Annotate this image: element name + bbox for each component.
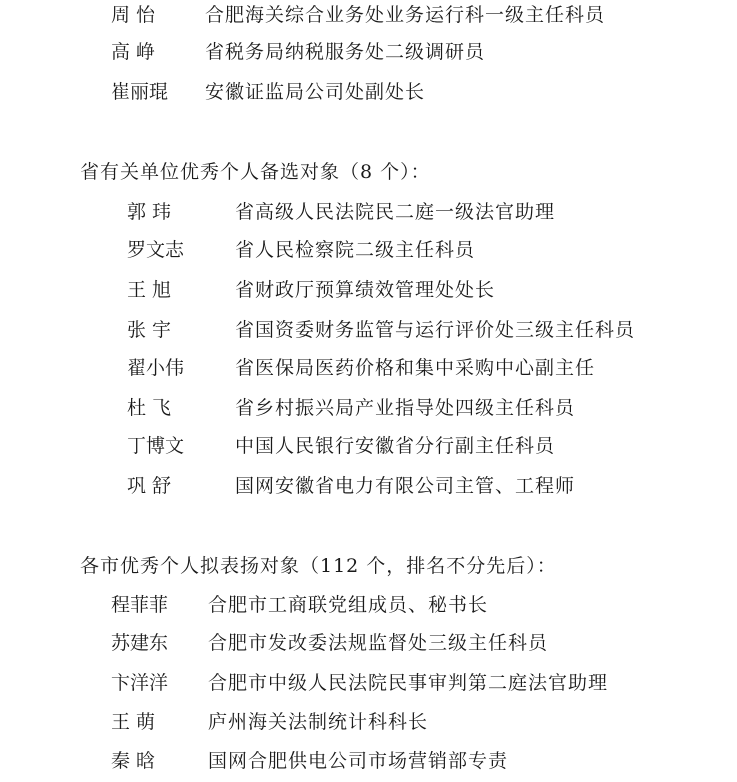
person-name: 周 怡	[111, 4, 156, 26]
list-item	[111, 77, 631, 107]
person-title: 安徽证监局公司处副处长	[205, 81, 426, 103]
person-name: 罗文志	[127, 239, 185, 261]
person-name: 郭 玮	[127, 201, 172, 223]
list-item	[127, 235, 687, 265]
person-name: 王 萌	[111, 711, 156, 733]
list-item	[127, 393, 687, 423]
person-title: 省人民检察院二级主任科员	[235, 239, 476, 261]
person-title: 省国资委财务监管与运行评价处三级主任科员	[235, 319, 636, 341]
person-title: 省乡村振兴局产业指导处四级主任科员	[235, 397, 576, 419]
person-title: 合肥市中级人民法院民事审判第二庭法官助理	[208, 672, 609, 694]
person-title: 省医保局医药价格和集中采购中心副主任	[235, 357, 596, 379]
person-name: 翟小伟	[127, 357, 185, 379]
person-name: 苏建东	[111, 632, 169, 654]
person-title: 国网安徽省电力有限公司主管、工程师	[235, 475, 576, 497]
list-item	[111, 590, 671, 620]
person-name: 崔丽琨	[111, 81, 169, 103]
person-name: 丁博文	[127, 435, 185, 457]
person-title: 省高级人民法院民二庭一级法官助理	[235, 201, 556, 223]
person-name: 巩 舒	[127, 475, 172, 497]
list-item	[111, 37, 631, 67]
person-title: 省税务局纳税服务处二级调研员	[205, 41, 486, 63]
list-item	[127, 431, 687, 461]
person-name: 杜 飞	[127, 397, 172, 419]
person-title: 中国人民银行安徽省分行副主任科员	[235, 435, 556, 457]
list-item	[111, 0, 631, 30]
list-item	[127, 275, 687, 305]
list-item	[111, 628, 671, 658]
list-item	[127, 353, 687, 383]
person-title: 合肥市发改委法规监督处三级主任科员	[208, 632, 549, 654]
person-name: 程菲菲	[111, 594, 169, 616]
person-title: 省财政厅预算绩效管理处处长	[235, 279, 496, 301]
list-item	[111, 707, 671, 737]
person-name: 张 宇	[127, 319, 172, 341]
person-title: 合肥海关综合业务处业务运行科一级主任科员	[205, 4, 606, 26]
section-heading: 各市优秀个人拟表扬对象（112 个，排名不分先后）：	[80, 555, 557, 577]
person-name: 卞洋洋	[111, 672, 169, 694]
person-name: 王 旭	[127, 279, 172, 301]
section-heading: 省有关单位优秀个人备选对象（8 个）：	[80, 161, 431, 183]
person-title: 合肥市工商联党组成员、秘书长	[208, 594, 489, 616]
list-item	[111, 746, 671, 776]
person-name: 秦 晗	[111, 750, 156, 772]
list-item	[127, 315, 687, 345]
list-item	[127, 197, 687, 227]
list-item	[127, 471, 687, 501]
list-item	[111, 668, 671, 698]
person-name: 高 峥	[111, 41, 156, 63]
person-title: 国网合肥供电公司市场营销部专责	[208, 750, 509, 772]
person-title: 庐州海关法制统计科科长	[208, 711, 429, 733]
